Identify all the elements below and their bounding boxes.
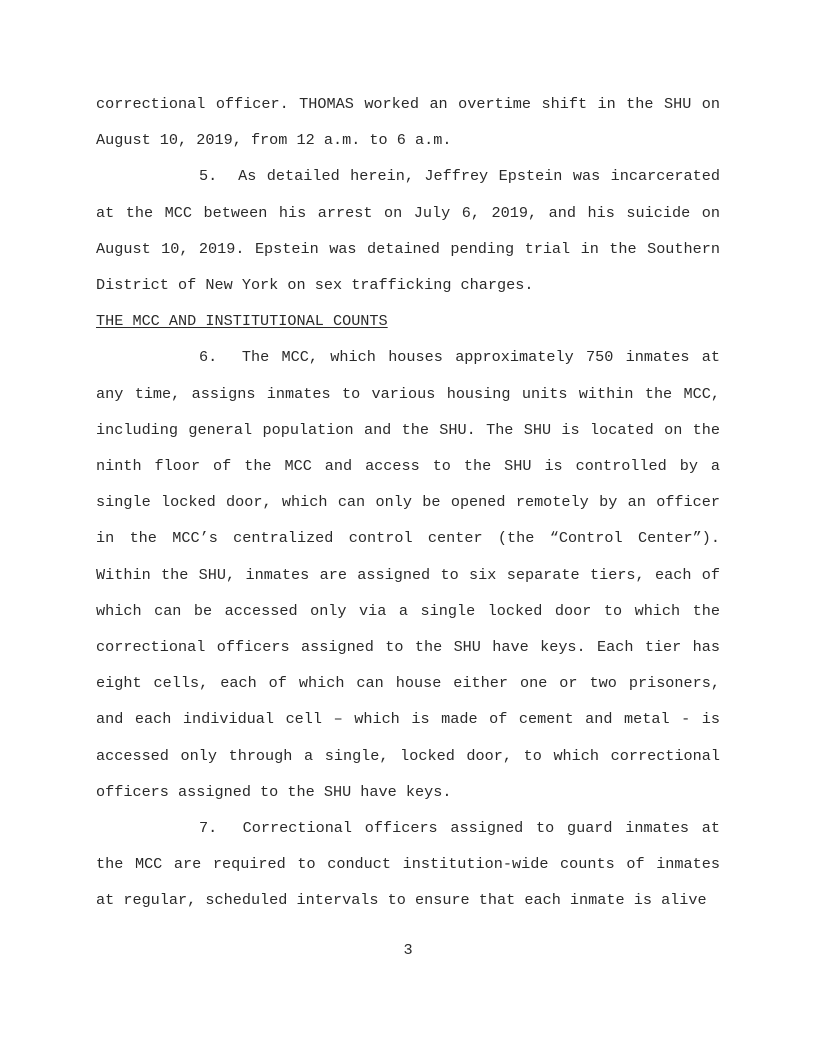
continuation-paragraph: correctional officer. THOMAS worked an overtime shift in the SHU on August 10, 2019, from 12 a.m. to 6 a.m.	[96, 95, 720, 150]
paragraph-number: 6.	[199, 348, 218, 367]
paragraph-7	[96, 810, 720, 919]
paragraph-number: 5.	[199, 167, 218, 186]
paragraph-6	[96, 339, 720, 810]
paragraph-text: As detailed herein, Jeffrey Epstein was incarcerated at the MCC between his arrest on July 6, 2019, and his suicide on August 10, 2019. Epstein was detained pending trial in the Southern District of New York on sex trafficking charges.	[96, 167, 720, 295]
section-heading: THE MCC AND INSTITUTIONAL COUNTS	[96, 312, 388, 331]
paragraph-number: 7.	[199, 819, 218, 838]
paragraph-5	[96, 158, 720, 303]
page-number: 3	[403, 941, 413, 959]
document-body	[96, 86, 720, 919]
paragraph-text: The MCC, which houses approximately 750 inmates at any time, assigns inmates to various housing units within the MCC, including general population and the SHU. The SHU is located on the ninth floor of the MCC and access to the SHU is controlled by a single locked door, which can only be opened remotely by an officer in the MCC’s centralized control center (the “Control Center”). Within the SHU, inmates are assigned to six separate tiers, each of which can be accessed only via a single locked door to which the correctional officers assigned to the SHU have keys. Each tier has eight cells, each of which can house either one or two prisoners, and each individual cell – which is made of cement and metal - is accessed only through a single, locked door, to which correctional officers assigned to the SHU have keys.	[96, 348, 720, 801]
paragraph-text: Correctional officers assigned to guard inmates at the MCC are required to conduct institution-wide counts of inmates at regular, scheduled intervals to ensure that each inmate is alive	[96, 819, 720, 910]
